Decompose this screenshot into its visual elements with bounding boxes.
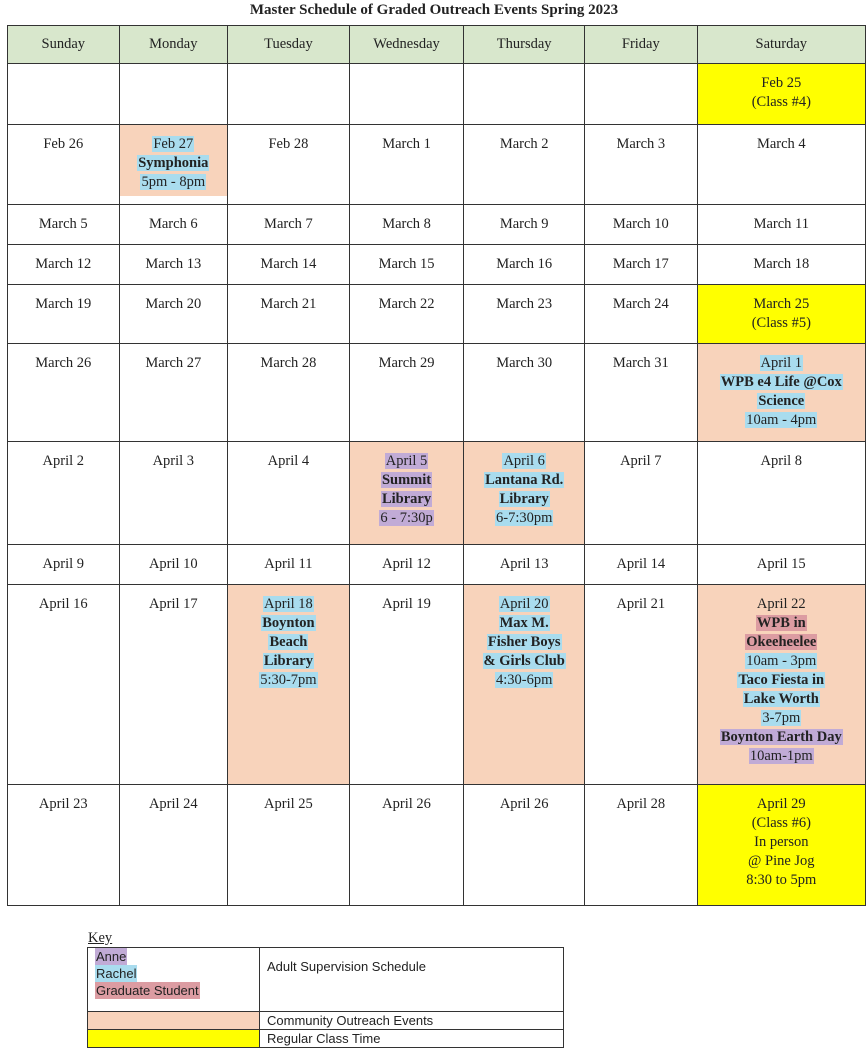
- date-label: April 5: [385, 453, 428, 469]
- day-header-friday: Friday: [585, 26, 698, 64]
- date-label: Feb 25: [761, 75, 802, 91]
- day-cell: [119, 285, 228, 344]
- day-cell-empty: [585, 64, 698, 125]
- date-label: April 15: [756, 556, 806, 572]
- date-label: March 27: [145, 355, 202, 371]
- day-cell: [585, 285, 698, 344]
- date-label: April 18: [264, 596, 313, 612]
- date-label: March 21: [260, 296, 317, 312]
- day-cell: [119, 442, 228, 545]
- day-cell: [119, 785, 228, 906]
- day-cell-feb-25: [697, 64, 865, 125]
- day-cell: [585, 585, 698, 785]
- legend-names: [88, 948, 260, 1012]
- date-label: April 11: [264, 556, 313, 572]
- date-label: March 2: [499, 136, 549, 152]
- class-location: @ Pine Jog: [748, 853, 815, 869]
- date-label: March 15: [378, 256, 435, 272]
- event-name: Lake Worth: [743, 691, 819, 707]
- date-label: March 16: [496, 256, 553, 272]
- day-cell: [8, 442, 120, 545]
- day-cell: [119, 205, 228, 245]
- date-label: March 6: [148, 216, 198, 232]
- date-label: April 28: [616, 796, 666, 812]
- event-name: Library: [263, 653, 313, 669]
- class-time: 8:30 to 5pm: [746, 872, 817, 888]
- date-label: March 1: [382, 136, 431, 152]
- date-label: April 10: [148, 556, 198, 572]
- date-label: April 7: [620, 453, 662, 469]
- day-header-saturday: Saturday: [697, 26, 865, 64]
- date-label: March 26: [35, 355, 92, 371]
- day-cell: [349, 545, 464, 585]
- class-label: (Class #6): [751, 815, 811, 831]
- event-name: Fisher Boys: [487, 634, 561, 650]
- date-label: Feb 26: [43, 136, 84, 152]
- day-cell: [8, 545, 120, 585]
- date-label: March 11: [753, 216, 810, 232]
- date-label: April 20: [499, 596, 549, 612]
- event-time: 5:30-7pm: [260, 672, 317, 688]
- day-cell: [464, 285, 585, 344]
- day-cell-empty: [464, 64, 585, 125]
- day-cell-empty: [119, 64, 228, 125]
- event-name: Taco Fiesta in: [738, 672, 825, 688]
- event-name: Boynton Earth Day: [720, 729, 842, 745]
- week-row: [8, 205, 866, 245]
- day-cell-empty: [349, 64, 464, 125]
- day-cell: [585, 205, 698, 245]
- date-label: March 25: [753, 296, 810, 312]
- day-cell-april-18: [228, 585, 350, 785]
- date-label: March 31: [612, 355, 669, 371]
- day-cell-april-22: [697, 585, 865, 785]
- event-name: Summit: [381, 472, 432, 488]
- date-label: Feb 28: [268, 136, 309, 152]
- date-label: April 23: [38, 796, 88, 812]
- date-label: April 13: [499, 556, 549, 572]
- day-cell-april-29: [697, 785, 865, 906]
- date-label: April 22: [756, 596, 806, 612]
- legend-supervision-label: Adult Supervision Schedule: [260, 948, 564, 1012]
- day-cell: [464, 344, 585, 442]
- day-cell: [8, 285, 120, 344]
- date-label: April 29: [756, 796, 806, 812]
- date-label: March 19: [35, 296, 92, 312]
- event-name: Lantana Rd.: [485, 472, 564, 488]
- day-cell: [697, 205, 865, 245]
- day-cell: [8, 785, 120, 906]
- day-cell: [8, 205, 120, 245]
- date-label: March 29: [378, 355, 435, 371]
- key-label: Key: [88, 930, 113, 946]
- date-label: March 8: [382, 216, 431, 232]
- date-label: March 3: [616, 136, 666, 152]
- day-header-monday: Monday: [119, 26, 228, 64]
- day-cell-march-25: [697, 285, 865, 344]
- schedule-calendar: [7, 25, 866, 906]
- date-label: April 2: [42, 453, 85, 469]
- date-label: March 12: [35, 256, 92, 272]
- day-header-row: [8, 26, 866, 64]
- event-time: 5pm - 8pm: [141, 174, 206, 190]
- day-cell: [464, 545, 585, 585]
- date-label: April 14: [616, 556, 666, 572]
- week-row: [8, 344, 866, 442]
- class-label: (Class #4): [751, 94, 811, 110]
- date-label: March 5: [38, 216, 88, 232]
- day-cell-feb-27: [119, 125, 228, 205]
- day-cell: [697, 125, 865, 205]
- day-header-tuesday: Tuesday: [228, 26, 350, 64]
- week-row: [8, 585, 866, 785]
- event-name: Boynton: [262, 615, 315, 631]
- week-row: [8, 125, 866, 205]
- date-label: March 20: [145, 296, 202, 312]
- legend-anne: Anne: [96, 949, 127, 964]
- day-cell: [228, 245, 350, 285]
- day-cell: [349, 125, 464, 205]
- day-cell: [8, 344, 120, 442]
- date-label: March 18: [753, 256, 810, 272]
- day-cell: [119, 245, 228, 285]
- day-cell: [585, 785, 698, 906]
- day-cell: [228, 442, 350, 545]
- day-cell: [8, 125, 120, 205]
- day-cell: [697, 545, 865, 585]
- legend-rachel: Rachel: [96, 966, 137, 981]
- day-cell: [349, 285, 464, 344]
- class-label: (Class #5): [751, 315, 811, 331]
- date-label: April 25: [264, 796, 313, 812]
- event-time: 6-7:30pm: [495, 510, 553, 526]
- day-cell: [8, 585, 120, 785]
- date-label: April 21: [616, 596, 666, 612]
- event-name: Library: [381, 491, 432, 507]
- legend-graduate-student: Graduate Student: [96, 983, 199, 998]
- day-cell: [228, 785, 350, 906]
- day-cell: [228, 344, 350, 442]
- day-cell: [8, 245, 120, 285]
- day-cell: [464, 245, 585, 285]
- date-label: March 9: [499, 216, 549, 232]
- date-label: April 1: [760, 355, 803, 371]
- day-header-sunday: Sunday: [8, 26, 120, 64]
- date-label: April 4: [267, 453, 310, 469]
- event-name: Okeeheelee: [746, 634, 817, 650]
- day-cell: [349, 205, 464, 245]
- date-label: April 16: [38, 596, 88, 612]
- date-label: March 28: [260, 355, 317, 371]
- day-cell: [119, 344, 228, 442]
- day-cell: [228, 545, 350, 585]
- class-note: In person: [754, 834, 809, 850]
- date-label: March 14: [260, 256, 317, 272]
- date-label: April 3: [152, 453, 195, 469]
- event-time: 3-7pm: [762, 710, 801, 726]
- week-row: [8, 785, 866, 906]
- day-cell-april-20: [464, 585, 585, 785]
- date-label: March 4: [756, 136, 806, 152]
- page-title: Master Schedule of Graded Outreach Events Spring 2023: [249, 2, 619, 18]
- event-name: Symphonia: [138, 155, 209, 171]
- day-cell: [119, 585, 228, 785]
- day-cell-april-6: [464, 442, 585, 545]
- week-row: [8, 545, 866, 585]
- event-time: 4:30-6pm: [495, 672, 553, 688]
- day-cell: [585, 442, 698, 545]
- date-label: March 17: [612, 256, 669, 272]
- date-label: April 8: [760, 453, 803, 469]
- legend-swatch-yellow: [88, 1030, 260, 1048]
- event-name: Science: [758, 393, 805, 409]
- event-time: 10am-1pm: [749, 748, 813, 764]
- week-row: [8, 245, 866, 285]
- day-cell: [349, 245, 464, 285]
- event-name: WPB e4 Life @Cox: [720, 374, 842, 390]
- week-row: [8, 64, 866, 125]
- day-cell-empty: [8, 64, 120, 125]
- day-cell: [349, 344, 464, 442]
- day-cell: [585, 545, 698, 585]
- event-time: 10am - 4pm: [746, 412, 817, 428]
- day-cell: [349, 785, 464, 906]
- event-name: Beach: [269, 634, 308, 650]
- legend-swatch-peach: [88, 1012, 260, 1030]
- date-label: March 22: [378, 296, 435, 312]
- date-label: March 13: [145, 256, 202, 272]
- date-label: April 17: [148, 596, 198, 612]
- event-time: 10am - 3pm: [746, 653, 817, 669]
- date-label: March 30: [496, 355, 553, 371]
- day-cell: [119, 545, 228, 585]
- day-cell: [464, 205, 585, 245]
- day-cell: [228, 285, 350, 344]
- event-name: WPB in: [756, 615, 806, 631]
- date-label: April 24: [148, 796, 198, 812]
- day-cell: [228, 205, 350, 245]
- event-time: 6 - 7:30p: [380, 510, 433, 526]
- date-label: April 12: [382, 556, 431, 572]
- date-label: April 6: [503, 453, 545, 469]
- day-cell: [349, 585, 464, 785]
- date-label: March 7: [264, 216, 313, 232]
- day-cell-april-1: [697, 344, 865, 442]
- day-cell: [585, 245, 698, 285]
- event-name: & Girls Club: [483, 653, 565, 669]
- legend-outreach-label: Community Outreach Events: [260, 1012, 564, 1030]
- event-name: Library: [499, 491, 549, 507]
- day-header-wednesday: Wednesday: [349, 26, 464, 64]
- week-row: [8, 285, 866, 344]
- date-label: April 26: [499, 796, 549, 812]
- day-cell: [585, 125, 698, 205]
- date-label: March 23: [496, 296, 553, 312]
- date-label: April 26: [382, 796, 431, 812]
- date-label: March 10: [612, 216, 669, 232]
- day-cell: [464, 785, 585, 906]
- legend-regular-label: Regular Class Time: [260, 1030, 564, 1048]
- date-label: April 9: [42, 556, 85, 572]
- day-cell: [464, 125, 585, 205]
- event-name: Max M.: [499, 615, 549, 631]
- date-label: April 19: [382, 596, 431, 612]
- day-cell-april-5: [349, 442, 464, 545]
- date-label: Feb 27: [153, 136, 194, 152]
- day-cell: [585, 344, 698, 442]
- day-cell: [697, 245, 865, 285]
- day-header-thursday: Thursday: [464, 26, 585, 64]
- week-row: [8, 442, 866, 545]
- day-cell: [697, 442, 865, 545]
- date-label: March 24: [612, 296, 669, 312]
- day-cell: [228, 125, 350, 205]
- legend-key: [87, 947, 564, 1048]
- day-cell-empty: [228, 64, 350, 125]
